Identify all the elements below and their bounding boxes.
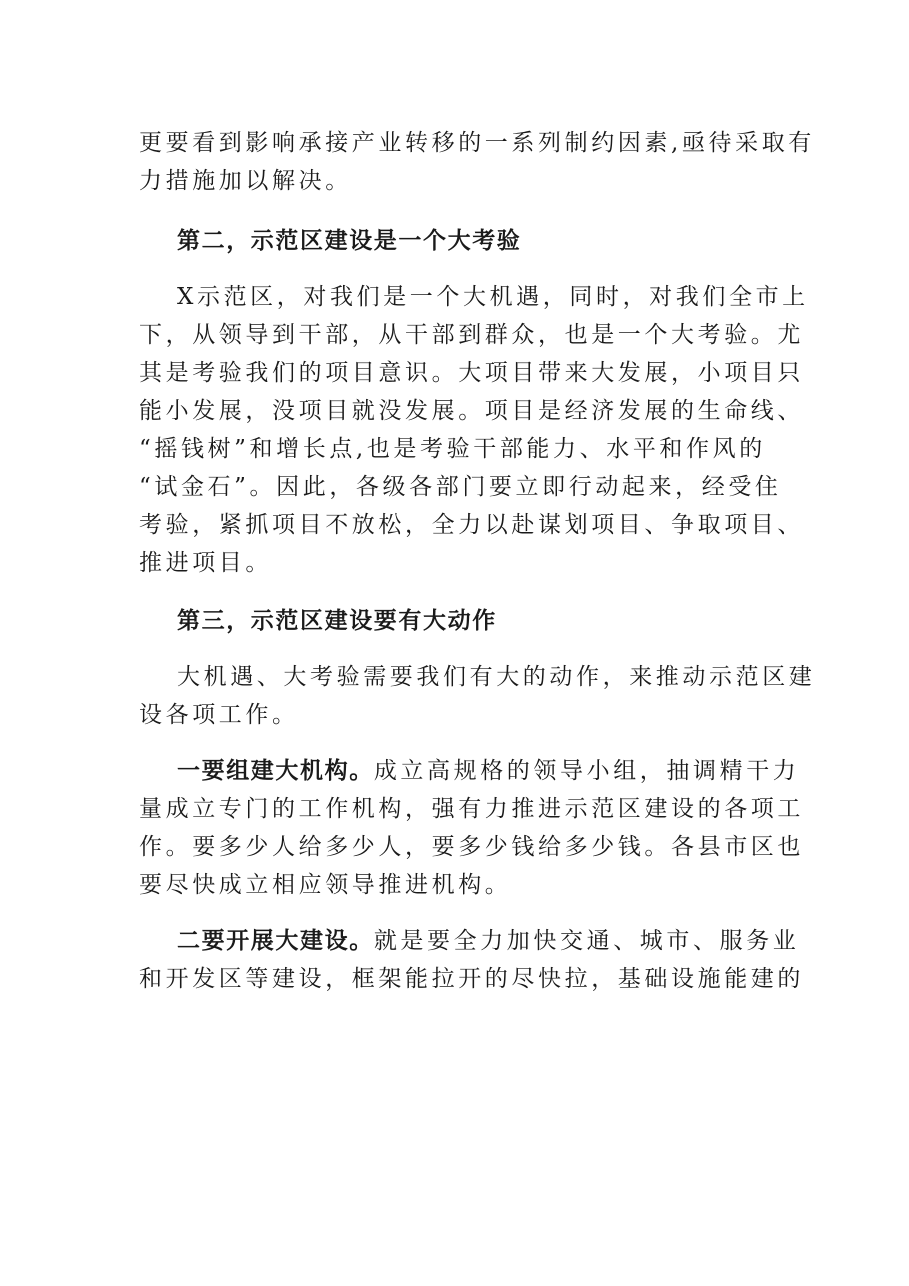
text-span: 就是要全力加快交通、城市、服务业 xyxy=(373,928,800,954)
text-line: 要尽快成立相应领导推进机构。 xyxy=(139,872,512,898)
text-line: 更要看到影响承接产业转移的一系列制约因素,亟待采取有 xyxy=(139,130,815,156)
text-line: 力措施加以解决。 xyxy=(139,168,352,194)
text-line: 设各项工作。 xyxy=(139,702,299,728)
text-line: 和开发区等建设，框架能拉开的尽快拉，基础设施能建的 xyxy=(139,966,804,992)
text-line: 大机遇、大考验需要我们有大的动作，来推动示范区建 xyxy=(177,664,816,690)
text-line: 量成立专门的工作机构，强有力推进示范区建设的各项工 xyxy=(139,796,804,822)
paragraph-2 xyxy=(139,278,809,582)
document-body xyxy=(139,124,816,998)
text-line xyxy=(139,752,800,790)
paragraph-lead: 一要组建大机构。 xyxy=(177,758,374,784)
text-span: 成立高规格的领导小组，抽调精干力 xyxy=(373,758,800,784)
paragraph-intro xyxy=(139,124,815,200)
text-line xyxy=(139,922,800,960)
paragraph-4 xyxy=(139,752,804,904)
paragraph-3 xyxy=(139,658,816,734)
text-line: 作。要多少人给多少人，要多少钱给多少钱。各县市区也 xyxy=(139,834,804,860)
text-line: 推进项目。 xyxy=(139,550,272,576)
section-heading-2: 第二，示范区建设是一个大考验 xyxy=(177,228,522,254)
text-line: “试金石”。因此，各级各部门要立即行动起来，经受住 xyxy=(139,474,782,500)
text-line: 其是考验我们的项目意识。大项目带来大发展，小项目只 xyxy=(139,360,804,386)
text-line: “摇钱树”和增长点,也是考验干部能力、水平和作风的 xyxy=(139,436,766,462)
text-line: 下，从领导到干部，从干部到群众，也是一个大考验。尤 xyxy=(139,322,804,348)
section-heading-3: 第三，示范区建设要有大动作 xyxy=(177,608,497,634)
text-line: 考验，紧抓项目不放松，全力以赴谋划项目、争取项目、 xyxy=(139,512,804,538)
paragraph-5 xyxy=(139,922,804,998)
paragraph-lead: 二要开展大建设。 xyxy=(177,928,374,954)
text-line: 能小发展，没项目就没发展。项目是经济发展的生命线、 xyxy=(139,398,804,424)
text-line: X示范区，对我们是一个大机遇，同时，对我们全市上 xyxy=(177,284,809,310)
